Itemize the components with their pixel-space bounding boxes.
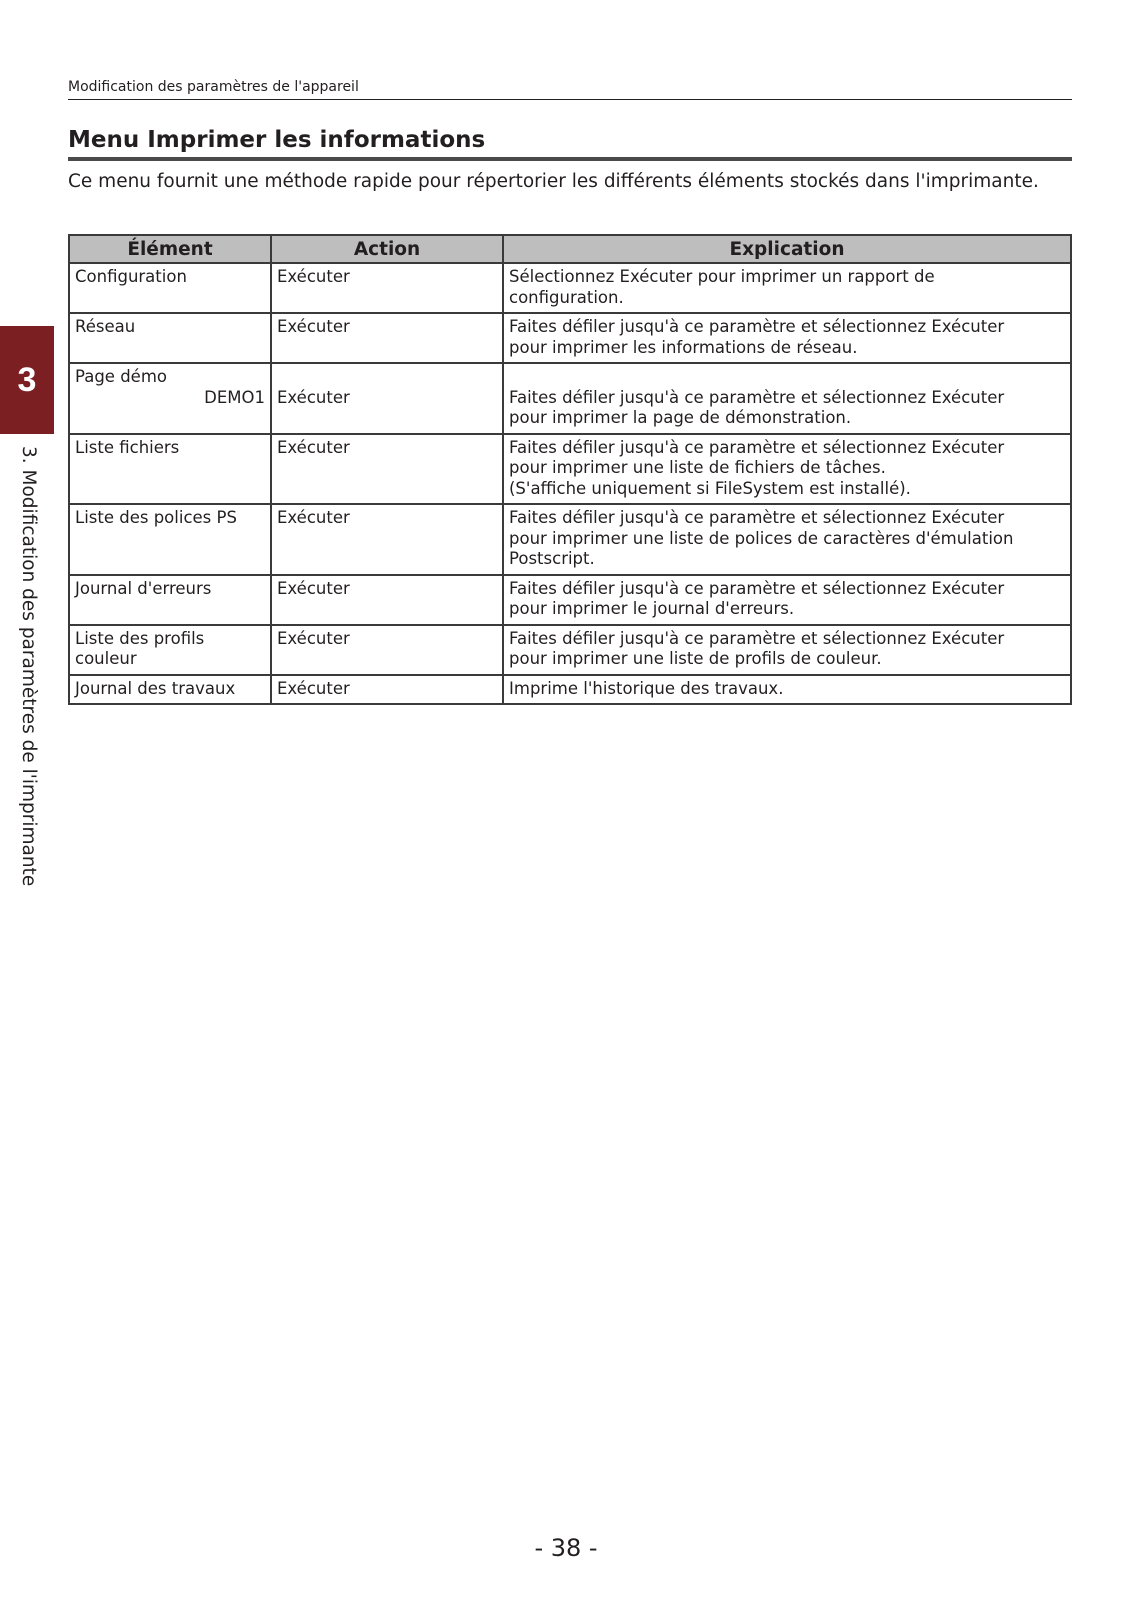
table-row xyxy=(69,313,1071,363)
cell-action: Exécuter xyxy=(271,263,503,313)
cell-action: Exécuter xyxy=(271,575,503,625)
sub-item-label: DEMO1 xyxy=(204,387,265,407)
header-element: Élément xyxy=(69,235,271,263)
explanation-line: (S'affiche uniquement si FileSystem est installé). xyxy=(509,478,911,498)
element-label: Page démo xyxy=(75,367,167,386)
chapter-side-label: 3. Modification des paramètres de l'imprimante xyxy=(18,446,39,887)
cell-action xyxy=(271,363,503,434)
cell-action: Exécuter xyxy=(271,504,503,575)
explanation-line: pour imprimer les informations de réseau. xyxy=(509,337,858,357)
explanation-line: pour imprimer le journal d'erreurs. xyxy=(509,599,795,618)
action-label: Exécuter xyxy=(277,387,350,407)
cell-explanation xyxy=(503,504,1071,575)
cell-action: Exécuter xyxy=(271,675,503,705)
explanation-line: Faites défiler jusqu'à ce paramètre et sélectionnez Exécuter xyxy=(509,317,1005,336)
table-header-row xyxy=(69,235,1071,263)
cell-element: Journal d'erreurs xyxy=(69,575,271,625)
table-row xyxy=(69,263,1071,313)
cell-explanation xyxy=(503,625,1071,675)
cell-explanation xyxy=(503,675,1071,705)
explanation-line: Faites défiler jusqu'à ce paramètre et sélectionnez Exécuter xyxy=(509,387,1005,407)
explanation-line: pour imprimer une liste de polices de caractères d'émulation xyxy=(509,528,1014,548)
element-line: Liste des profils xyxy=(75,628,205,648)
print-information-table xyxy=(68,234,1072,705)
table-row xyxy=(69,625,1071,675)
intro-paragraph: Ce menu fournit une méthode rapide pour répertorier les différents éléments stockés dans l'imprimante. xyxy=(68,171,1039,192)
cell-explanation xyxy=(503,434,1071,505)
table-row xyxy=(69,434,1071,505)
cell-action: Exécuter xyxy=(271,625,503,675)
explanation-line: Sélectionnez Exécuter pour imprimer un rapport de xyxy=(509,267,935,286)
cell-element: Liste des polices PS xyxy=(69,504,271,575)
cell-explanation xyxy=(503,363,1071,434)
table-row xyxy=(69,363,1071,434)
chapter-tab: 3 xyxy=(0,326,54,434)
explanation-line: pour imprimer la page de démonstration. xyxy=(509,408,852,427)
explanation-line: pour imprimer une liste de profils de couleur. xyxy=(509,649,882,668)
cell-explanation xyxy=(503,575,1071,625)
cell-explanation xyxy=(503,313,1071,363)
cell-element: Réseau xyxy=(69,313,271,363)
cell-action: Exécuter xyxy=(271,313,503,363)
page-number: - 38 - xyxy=(534,1534,598,1562)
cell-action: Exécuter xyxy=(271,434,503,505)
explanation-line: Imprime l'historique des travaux. xyxy=(509,678,784,698)
cell-element: Configuration xyxy=(69,263,271,313)
header-explanation: Explication xyxy=(503,235,1071,263)
table-row xyxy=(69,504,1071,575)
explanation-line: Faites défiler jusqu'à ce paramètre et sélectionnez Exécuter xyxy=(509,578,1005,598)
running-header: Modification des paramètres de l'appareil xyxy=(68,78,1072,100)
explanation-line: pour imprimer une liste de fichiers de tâches. xyxy=(509,458,886,477)
header-action: Action xyxy=(271,235,503,263)
explanation-line: Postscript. xyxy=(509,549,595,568)
cell-element xyxy=(69,363,271,434)
cell-element: Journal des travaux xyxy=(69,675,271,705)
explanation-line: Faites défiler jusqu'à ce paramètre et sélectionnez Exécuter xyxy=(509,628,1005,648)
section-title: Menu Imprimer les informations xyxy=(68,125,1072,161)
explanation-line: configuration. xyxy=(509,287,624,307)
cell-element: Liste fichiers xyxy=(69,434,271,505)
table-row xyxy=(69,675,1071,705)
table-row xyxy=(69,575,1071,625)
explanation-line: Faites défiler jusqu'à ce paramètre et sélectionnez Exécuter xyxy=(509,508,1005,527)
element-line: couleur xyxy=(75,649,137,668)
cell-explanation xyxy=(503,263,1071,313)
explanation-line: Faites défiler jusqu'à ce paramètre et sélectionnez Exécuter xyxy=(509,437,1005,457)
cell-element xyxy=(69,625,271,675)
